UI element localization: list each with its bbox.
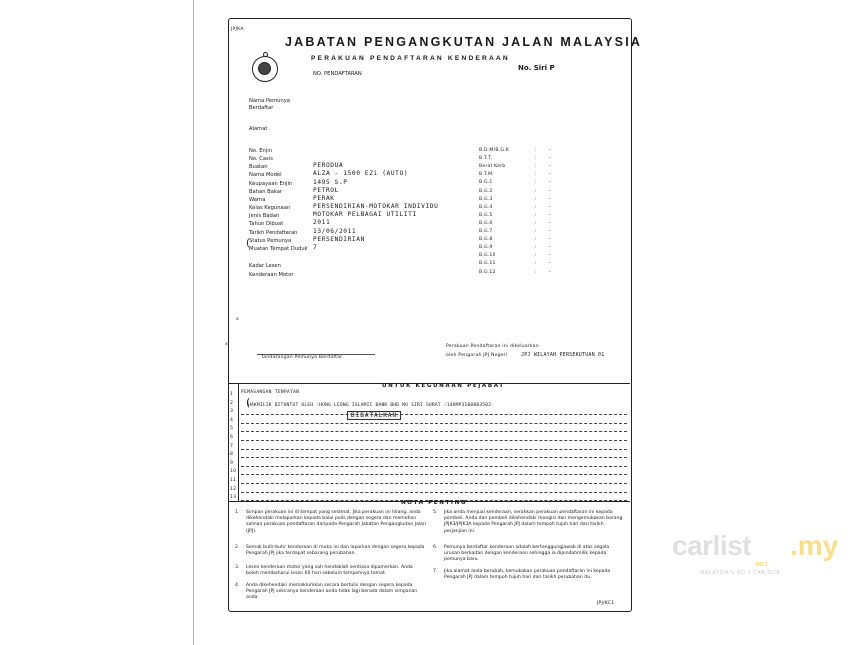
weight-label: B.G.3 (479, 196, 493, 202)
row-rule (241, 492, 627, 493)
field-value: 7 (313, 244, 318, 251)
weight-value: - (549, 203, 551, 210)
jpj-logo-icon (252, 56, 278, 82)
field-label: Warna (249, 197, 266, 203)
row-rule (241, 440, 627, 441)
weight-value: - (549, 211, 551, 218)
row-number-column-line (238, 383, 239, 501)
registration-certificate (225, 18, 643, 612)
office-use-title: UNTUK KEGUNAAN PEJABAT (382, 383, 505, 389)
field-label: Kelas Kegunaan (249, 205, 291, 211)
field-value: PERSENDIRIAN-MOTOKAR INDIVIDU (313, 203, 439, 210)
weight-colon: : (535, 164, 537, 170)
note-number: 1. (235, 510, 240, 515)
row-number: 2 (230, 400, 234, 406)
bracket-mark: ( (246, 238, 250, 249)
row-number: 12 (230, 486, 237, 492)
bracket-mark: ( (246, 396, 251, 409)
weight-label: B.D.M/B.G.K (479, 148, 509, 153)
weight-value: - (549, 179, 551, 186)
note-number: 4. (235, 583, 240, 588)
footer-code: JPJ/KC1 (597, 601, 615, 606)
weight-value: - (549, 236, 551, 243)
field-label: No. Enjin (249, 148, 272, 154)
page-title: JABATAN PENGANGKUTAN JALAN MALAYSIA (285, 35, 643, 49)
page-subtitle: PERAKUAN PENDAFTARAN KENDERAAN (311, 55, 510, 62)
weight-value: - (549, 228, 551, 234)
weight-label: B.T.T. (479, 156, 493, 162)
weight-label: B.G.7 (479, 229, 493, 234)
row-number: 5 (230, 426, 234, 432)
field-value: ALZA - 1500 EZi (AUTO) (313, 170, 409, 177)
notes-title: NOTA PENTING (401, 500, 468, 506)
field-label: Jenis Badan (249, 213, 280, 219)
issuer-label: oleh Pengarah JPJ Negeri (446, 353, 508, 358)
carlist-watermark-text: carlist (672, 530, 751, 561)
row-rule (241, 474, 627, 475)
weight-label: B.G.6 (479, 220, 493, 226)
owner-signature-label: Tandatangan Pemunya Berdaftar (261, 355, 343, 360)
weight-colon: : (535, 237, 537, 243)
note-text: Simpan perakuan ini di tempat yang selamat. Jika perakuan ini hilang, anda dikehendaki melaporkan kepada balai polis dengan segera dan memohon salinan perakuan pendaftaran daripada Pengarah Jabatan Pengangkutan Jalan (JPJ). (246, 510, 426, 534)
weight-colon: : (535, 188, 537, 194)
weight-colon: : (535, 220, 537, 226)
weight-label: B.G.4 (479, 204, 493, 210)
form-code: JPJKA (231, 27, 244, 32)
weight-label: B.T.M. (479, 172, 494, 178)
row-rule (241, 449, 627, 450)
note-number: 2. (235, 545, 240, 550)
row-number: 9 (230, 460, 234, 466)
weight-label: B.G.5 (479, 212, 493, 218)
weight-colon: : (535, 156, 537, 162)
weight-colon: : (535, 212, 537, 218)
field-value: PERAK (313, 195, 335, 202)
weight-label: B.G.11 (479, 261, 496, 267)
field-value: MOTOKAR PELBAGAI UTILITI (313, 211, 417, 218)
row-number: 7 (230, 443, 234, 449)
row-number: 11 (230, 478, 237, 483)
weight-colon: : (535, 253, 537, 259)
weight-label: Berat Kerb (479, 164, 506, 170)
office-entry-1: PEMASANGAN TENPATAN (241, 390, 300, 395)
row-number: 1 (230, 392, 234, 397)
margin-mark: x (236, 317, 239, 322)
weight-colon: : (535, 245, 537, 251)
field-label: Keupayaan Enjin (249, 181, 293, 187)
row-number: 4 (230, 417, 234, 423)
note-text: Anda dikehendaki memaklumkan secara bertulis dengan segera kepada Pengarah JPJ sekiranya kenderaan anda tidak lagi berada dalam simpanan anda. (246, 583, 418, 601)
field-value: 1495 S.P (313, 179, 348, 186)
carlist-watermark-tagline: MALAYSIA'S NO.1 CAR SITE (700, 570, 781, 576)
note-text: Semak butir-butir kenderaan di muka ini dan laporkan dengan segera kepada Pengarah JPJ jika terdapat sebarang perubahan. (246, 545, 425, 557)
row-rule (241, 483, 627, 484)
row-number: 6 (230, 435, 234, 440)
row-rule (241, 423, 627, 424)
weight-colon: : (535, 204, 537, 210)
weight-label: B.G.8 (479, 237, 493, 243)
weight-colon: : (535, 180, 537, 186)
carlist-watermark-domain: .my (790, 530, 839, 561)
field-label: Bahan Bakar (249, 189, 283, 195)
weight-value: - (549, 155, 551, 162)
cancelled-stamp: DIBATALKAN (347, 411, 401, 420)
weight-label: B.G.12 (479, 269, 496, 275)
weight-value: - (549, 171, 551, 178)
field-label: Muatan Tempat Duduk (249, 246, 308, 252)
weight-label: B.G.9 (479, 245, 493, 251)
field-value: 13/06/2011 (313, 228, 357, 235)
weight-colon: : (535, 172, 537, 178)
weight-colon: : (535, 196, 537, 202)
weight-value: - (549, 252, 551, 259)
margin-mark: x (225, 342, 228, 347)
row-number: 8 (230, 452, 234, 458)
note-number: 7. (433, 569, 438, 574)
field-label: Nama Model (249, 172, 282, 178)
field-label: Kenderaan Motor (249, 272, 294, 278)
weight-label: B.G.1 (479, 180, 493, 186)
issuer-value: JPJ WILAYAH PERSEKUTUAN 01 (521, 352, 605, 358)
row-number: 13 (230, 495, 237, 501)
owner-name-label: Nama Pemunya Berdaftar (249, 98, 290, 111)
field-value: PERSENDIRIAN (313, 236, 365, 243)
field-label: Status Pemunya (249, 238, 292, 244)
field-label: Buatan (249, 164, 268, 170)
row-rule (241, 431, 627, 432)
weight-value: - (549, 163, 551, 170)
reg-no-label: NO. PENDAFTARAN (313, 71, 362, 77)
page-edge-line (193, 0, 194, 645)
note-number: 5. (433, 510, 438, 515)
field-label: Kadar Lesen (249, 263, 281, 269)
row-rule (241, 414, 627, 415)
row-number: 10 (230, 469, 237, 475)
certified-text: Perakuan Pendaftaran ini dikeluarkan (446, 344, 539, 349)
field-label: Tahun Dibuat (249, 221, 284, 227)
note-text: Pemunya berdaftar kenderaan adalah bertanggungjawab di atas segala urusan berkaitan dengan kenderaan sehingga ia dipindahmilik kepada pemunya baru. (444, 545, 610, 563)
weight-label: B.G.2 (479, 188, 493, 194)
weight-value: - (549, 244, 551, 251)
row-rule (241, 466, 627, 467)
address-label: Alamat (249, 126, 268, 132)
note-text: Lesen kenderaan motor yang sah hendaklah sentiasa dipamerkan. Anda boleh membaharui lesen 60 hari sebelum tempohnya tamat. (246, 565, 413, 577)
field-value: PETROL (313, 187, 339, 194)
weight-value: - (549, 268, 551, 275)
weight-colon: : (535, 229, 537, 234)
field-label: No. Casis (249, 156, 273, 162)
serial-number: No. Siri P (518, 64, 555, 72)
weight-value: - (549, 147, 551, 153)
carlist-watermark-badge: NO.1 (756, 562, 768, 568)
weight-value: - (549, 187, 551, 194)
weight-colon: : (535, 148, 537, 153)
weight-value: - (549, 219, 551, 226)
office-entry-2: HAKMILIK DITUNTUT OLEH :HONG LEONG ISLAMIC BANK BHD NO SIRI SURAT :14HMP3100803502 (248, 403, 492, 408)
weight-value: - (549, 260, 551, 267)
field-label: Tarikh Pendaftaran (249, 230, 298, 236)
note-text: Jika anda menjual kenderaan, serahkan perakuan pendaftaran ini kepada pembeli. Anda dan pembeli dikehendaki mengisi dan mengemukakan borang JPJK3/JPJK3A kepada Pengarah JPJ dalam tempoh tujuh hari dari tarikh perjanjian ini. (444, 510, 623, 534)
field-value: 2011 (313, 219, 331, 226)
note-number: 3. (235, 565, 240, 570)
field-value: PERODUA (313, 162, 344, 169)
note-number: 6. (433, 545, 438, 550)
note-text: Jika alamat anda berubah, kemukakan perakuan pendaftaran ini kepada Pengarah JPJ dalam tempoh tujuh hari dari tarikh perubahan itu. (444, 569, 611, 581)
row-rule (241, 457, 627, 458)
weight-value: - (549, 195, 551, 202)
row-number: 3 (230, 409, 234, 415)
weight-colon: : (535, 269, 537, 275)
weight-label: B.G.10 (479, 253, 496, 259)
weight-colon: : (535, 261, 537, 267)
